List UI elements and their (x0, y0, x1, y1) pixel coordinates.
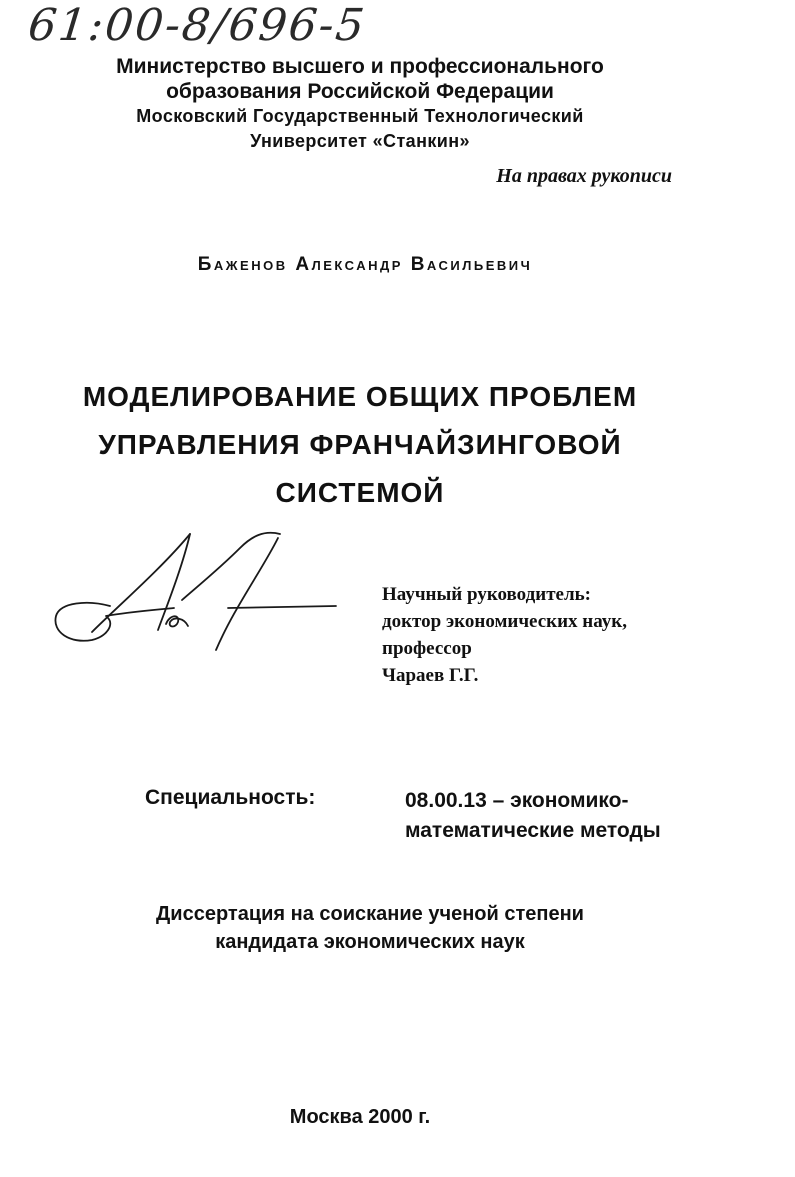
ministry-header (60, 54, 660, 154)
specialty-label: Специальность: (145, 786, 316, 809)
university-line-2: Университет «Станкин» (250, 131, 470, 151)
supervisor-label: Научный руководитель: (382, 584, 591, 605)
title-line-1: МОДЕЛИРОВАНИЕ ОБЩИХ ПРОБЛЕМ (82, 381, 638, 412)
title-line-3: СИСТЕМОЙ (275, 477, 445, 508)
specialty-name-line: математические методы (405, 819, 661, 842)
supervisor-degree: доктор экономических наук, (382, 611, 627, 632)
specialty-code-line: 08.00.13 – экономико- (405, 789, 629, 812)
dissertation-degree (90, 900, 650, 956)
supervisor-name: Чараев Г.Г. (382, 665, 479, 686)
supervisor-rank: профессор (382, 638, 472, 659)
ministry-line-1: Министерство высшего и профессионального (116, 55, 604, 78)
title-line-2: УПРАВЛЕНИЯ ФРАНЧАЙЗИНГОВОЙ (98, 429, 622, 460)
dissertation-line-2: кандидата экономических наук (215, 931, 525, 953)
catalog-number: 61:00-8/696-5 (25, 0, 369, 51)
ministry-line-2: образования Российской Федерации (166, 80, 554, 103)
supervisor-block (382, 581, 722, 689)
manuscript-rights-note: На правах рукописи (496, 165, 672, 187)
author-name: Баженов Александр Васильевич (197, 254, 533, 275)
city-year: Москва 2000 г. (289, 1106, 431, 1128)
specialty-value (405, 786, 705, 846)
university-line-1: Московский Государственный Технологический (136, 106, 584, 126)
dissertation-line-1: Диссертация на соискание ученой степени (156, 903, 584, 925)
dissertation-title (60, 373, 660, 517)
handwritten-signature (48, 528, 348, 663)
